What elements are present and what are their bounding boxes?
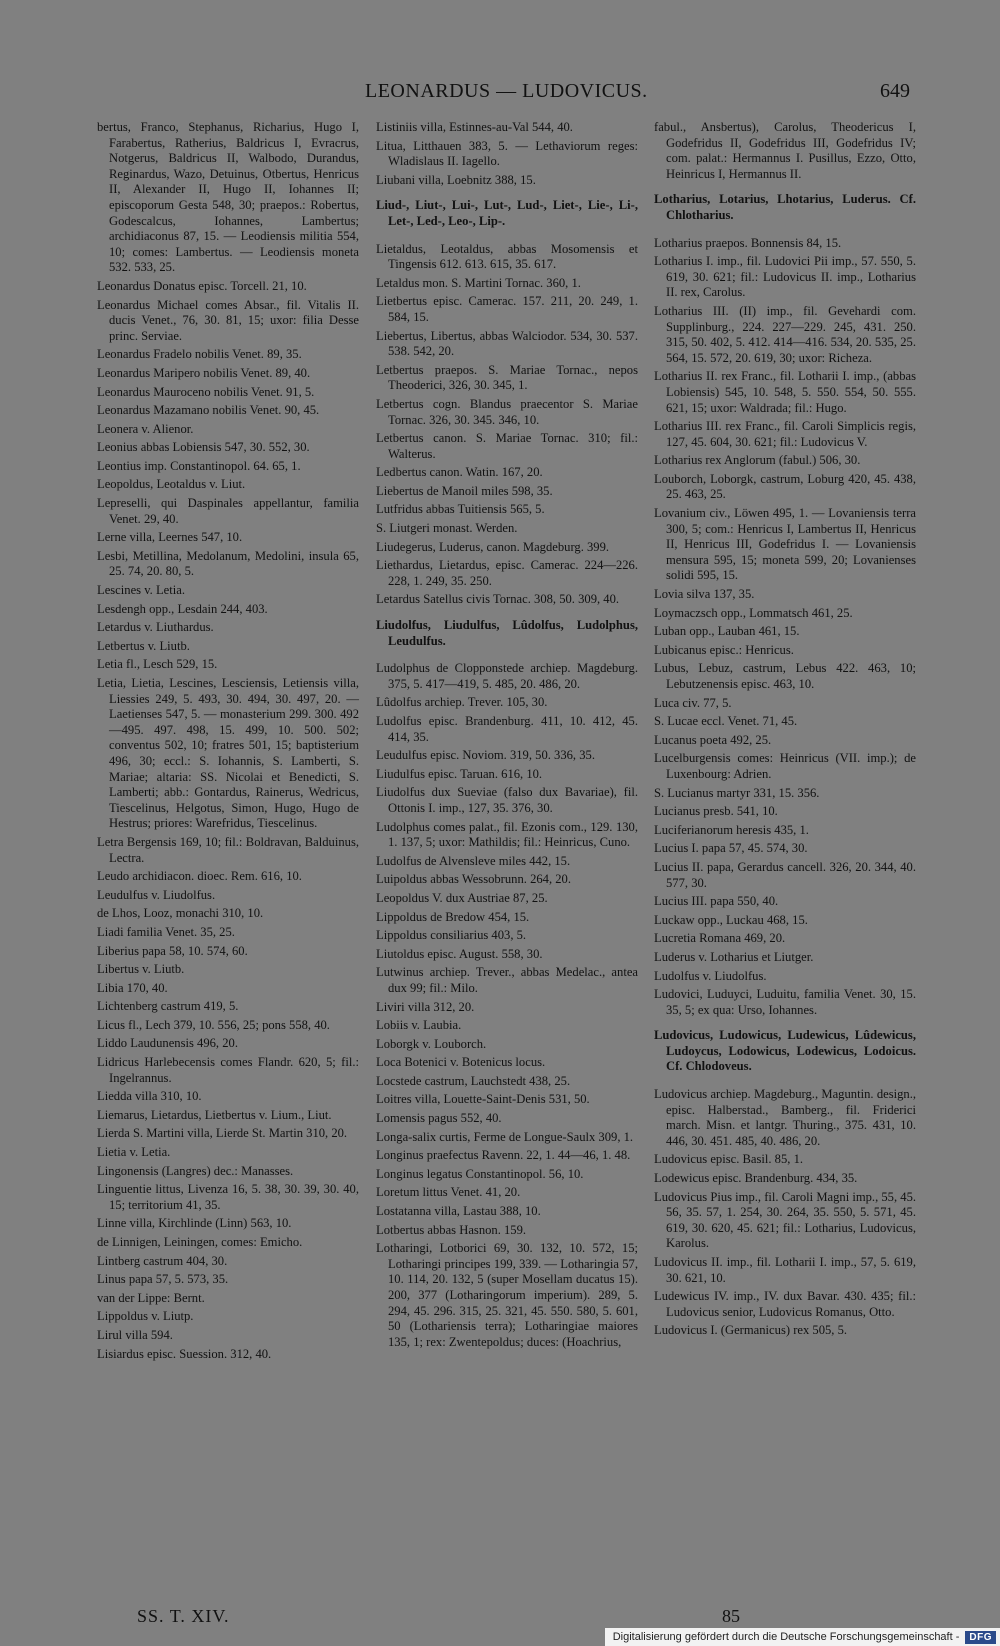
index-entry: Leudulfus v. Liudolfus. — [97, 887, 216, 902]
index-entry: Lobiis v. Laubia. — [376, 1018, 462, 1033]
index-entry: Lippoldus de Bredow 454, 15. — [376, 909, 530, 924]
index-entry: Leopoldus, Leotaldus v. Liut. — [97, 477, 246, 492]
index-entry: Leonardus Mazamano nobilis Venet. 90, 45. — [97, 403, 320, 418]
index-entry: Lierda S. Martini villa, Lierde St. Martin 310, 20. — [97, 1126, 348, 1141]
funding-banner — [605, 1628, 1000, 1646]
index-group-heading: Liud-, Liut-, Lui-, Lut-, Lud-, Liet-, Lie-, Li-, Let-, Led-, Leo-, Lip-. — [376, 198, 638, 228]
index-entry: Lucelburgensis comes: Heinricus (VII. imp.); de Luxenbourg: Adrien. — [654, 751, 916, 781]
index-entry: Lichtenberg castrum 419, 5. — [97, 999, 239, 1014]
index-entry: Leopoldus V. dux Austriae 87, 25. — [376, 890, 548, 905]
index-entry: Longa-salix curtis, Ferme de Longue-Saulx 309, 1. — [376, 1129, 634, 1144]
index-entry: Longinus legatus Constantinopol. 56, 10. — [376, 1166, 584, 1181]
index-entry: Lodewicus episc. Brandenburg. 434, 35. — [654, 1171, 858, 1186]
index-group-heading: Ludovicus, Ludowicus, Ludewicus, Lûdewicus, Ludoycus, Lodowicus, Lodewicus, Lodoicus. Cf. Chlodoveus. — [654, 1028, 916, 1074]
index-entry: Lutwinus archiep. Trever., abbas Medelac., antea dux 99; fil.: Milo. — [376, 965, 638, 995]
index-entry: S. Lucianus martyr 331, 15. 356. — [654, 785, 820, 800]
index-entry: Loca Botenici v. Botenicus locus. — [376, 1055, 546, 1070]
index-entry: Liebertus, Libertus, abbas Walciodor. 534, 30. 537. 538. 542, 20. — [376, 328, 638, 359]
index-entry: Letra Bergensis 169, 10; fil.: Boldravan, Balduinus, Lectra. — [97, 834, 359, 865]
index-entry: Lucanus poeta 492, 25. — [654, 732, 772, 747]
index-entry: de Lhos, Looz, monachi 310, 10. — [97, 906, 264, 921]
index-entry: Ludolfus v. Liudolfus. — [654, 968, 767, 983]
index-entry: Letbertus cogn. Blandus praecentor S. Mariae Tornac. 326, 30. 345. 346, 10. — [376, 396, 638, 427]
index-entry: Leonardus Donatus episc. Torcell. 21, 10. — [97, 278, 307, 293]
index-entry: Ludovicus I. (Germanicus) rex 505, 5. — [654, 1323, 848, 1338]
index-entry: Loretum littus Venet. 41, 20. — [376, 1185, 521, 1200]
index-entry: Licus fl., Lech 379, 10. 556, 25; pons 558, 40. — [97, 1017, 330, 1032]
index-entry: Lucius III. papa 550, 40. — [654, 894, 779, 909]
index-entry: Ludovicus II. imp., fil. Lotharii I. imp., 57, 5. 619, 30. 621, 10. — [654, 1255, 916, 1285]
page-header — [0, 80, 1000, 110]
index-entry: Letaldus mon. S. Martini Tornac. 360, 1. — [376, 275, 581, 290]
index-entry: Lucianus presb. 541, 10. — [654, 804, 778, 819]
index-entry: Liebertus de Manoil miles 598, 35. — [376, 483, 553, 498]
running-title: LEONARDUS — LUDOVICUS. — [365, 80, 648, 102]
index-entry: Liadi familia Venet. 35, 25. — [97, 924, 235, 939]
index-entry: Loitres villa, Louette-Saint-Denis 531, 50. — [376, 1092, 590, 1107]
index-entry: Lostatanna villa, Lastau 388, 10. — [376, 1204, 541, 1219]
index-entry: Liubani villa, Loebnitz 388, 15. — [376, 172, 536, 187]
index-entry: Letbertus v. Liutb. — [97, 638, 190, 653]
index-entry: Ludovicus episc. Basil. 85, 1. — [654, 1152, 804, 1167]
index-entry: Ludovici, Luduyci, Luduitu, familia Venet. 30, 15. 35, 5; ex qua: Urso, Iohannes. — [654, 987, 916, 1017]
index-entry: Leonardus Fradelo nobilis Venet. 89, 35. — [97, 347, 302, 362]
index-entry: Letia, Lietia, Lescines, Lesciensis, Letiensis villa, Liessies 249, 5. 493, 30. 494, 30. 497, 20. — Laetienses 547, 5. — monasterium 299. 300. 492—495. 497. 498, 15. 499, 10. 500. 502; conventus 502, 10; fratres 501, 15; baptisterium 496, 30; eccl.: S. Iohannis, S. Lamberti, S. Mariae; altaria: SS. Nicolai et Benedicti, S. Lamberti; abb.: Gontardus, Rainerus, Wedricus, Tiescelinus, Helgotus, Simon, Hugo, Hugo de Hestrus; priores: Warefridus, Tiescelinus. — [97, 676, 359, 831]
index-entry: Libertus v. Liutb. — [97, 962, 185, 977]
index-entry: Listiniis villa, Estinnes-au-Val 544, 40. — [376, 120, 573, 134]
index-entry: Lietia v. Letia. — [97, 1145, 171, 1160]
index-entry: Liemarus, Lietardus, Lietbertus v. Lium., Liut. — [97, 1107, 332, 1122]
index-entry: Lietaldus, Leotaldus, abbas Mosomensis et Tingensis 612. 613. 615, 35. 617. — [376, 241, 638, 272]
index-entry: Ludovicus archiep. Magdeburg., Maguntin. design., episc. Halberstad., Bamberg., fil. Friderici march. Misn. et lantgr. Thuring., 375. 431, 10. 446, 30. 451. 485, 40. 486, 20. — [654, 1087, 916, 1148]
index-entry: Longinus praefectus Ravenn. 22, 1. 44—46, 1. 48. — [376, 1148, 631, 1163]
index-entry: S. Liutgeri monast. Werden. — [376, 521, 518, 536]
index-entry: Leontius imp. Constantinopol. 64. 65, 1. — [97, 458, 301, 473]
index-entry: Letbertus praepos. S. Mariae Tornac., nepos Theoderici, 326, 30. 345, 1. — [376, 362, 638, 393]
index-entry: Ludolfus episc. Brandenburg. 411, 10. 412, 45. 414, 35. — [376, 714, 638, 744]
index-entry: Letia fl., Lesch 529, 15. — [97, 657, 218, 672]
dfg-logo-icon: DFG — [965, 1631, 996, 1644]
index-entry: Leonera v. Alienor. — [97, 421, 194, 436]
index-entry: Lietbertus episc. Camerac. 157. 211, 20. 249, 1. 584, 15. — [376, 294, 638, 324]
index-entry: Lesdengh opp., Lesdain 244, 403. — [97, 601, 268, 616]
index-entry: Leudo archidiacon. dioec. Rem. 616, 10. — [97, 869, 302, 884]
index-entry: Liudulfus episc. Taruan. 616, 10. — [376, 766, 543, 781]
index-entry: Leonardus Mauroceno nobilis Venet. 91, 5. — [97, 384, 315, 399]
index-entry: Lotharius praepos. Bonnensis 84, 15. — [654, 235, 842, 250]
index-entry: Libia 170, 40. — [97, 980, 168, 995]
index-entry: Liddo Laudunensis 496, 20. — [97, 1036, 238, 1051]
index-entry: Lepreselli, qui Daspinales appellantur, familia Venet. 29, 40. — [97, 496, 359, 526]
index-entry: Liviri villa 312, 20. — [376, 999, 475, 1014]
index-entry: Ludolphus de Clopponstede archiep. Magdeburg. 375, 5. 417—419, 5. 485, 20. 486, 20. — [376, 661, 638, 691]
index-entry: Liberius papa 58, 10. 574, 60. — [97, 943, 248, 958]
index-entry: Lippoldus consiliarius 403, 5. — [376, 928, 527, 943]
index-entry: Leonardus Michael comes Absar., fil. Vitalis II. ducis Venet., 76, 30. 81, 15; uxor: filia Desse princ. Serviae. — [97, 297, 359, 343]
index-entry: Lingonensis (Langres) dec.: Manasses. — [97, 1163, 294, 1178]
index-entry: Lirul villa 594. — [97, 1327, 173, 1342]
index-entry: Lippoldus v. Liutp. — [97, 1309, 194, 1324]
index-entry: Linus papa 57, 5. 573, 35. — [97, 1272, 229, 1287]
index-entry: Liudolfus dux Sueviae (falso dux Bavariae), fil. Ottonis I. imp., 127, 35. 376, 30. — [376, 785, 638, 815]
index-entry: Lidricus Harlebecensis comes Flandr. 620, 5; fil.: Ingelrannus. — [97, 1055, 359, 1085]
index-entry: Locstede castrum, Lauchstedt 438, 25. — [376, 1073, 571, 1088]
index-entry: Leonius abbas Lobiensis 547, 30. 552, 30. — [97, 440, 310, 455]
index-entry: Liedda villa 310, 10. — [97, 1089, 202, 1104]
index-entry: Liethardus, Lietardus, episc. Camerac. 224—226. 228, 1. 249, 35. 250. — [376, 558, 638, 588]
index-entry: Loborgk v. Louborch. — [376, 1036, 487, 1051]
index-entry: Lucius I. papa 57, 45. 574, 30. — [654, 841, 808, 856]
index-entry: Lescines v. Letia. — [97, 583, 186, 598]
index-entry: Lotharius III. rex Franc., fil. Caroli Simplicis regis, 127, 45. 604, 30. 621; fil.: Ludovicus V. — [654, 419, 916, 449]
index-entry: Liudegerus, Luderus, canon. Magdeburg. 399. — [376, 539, 610, 554]
index-entry: Luckaw opp., Luckau 468, 15. — [654, 912, 808, 927]
index-entry: Ludovicus Pius imp., fil. Caroli Magni imp., 55, 45. 56, 35. 57, 1. 254, 30. 264, 35. 550, 5. 571, 45. 619, 30. 620, 45. 621; fil.: Lotharius, Ludovicus, Karolus. — [654, 1189, 917, 1251]
index-entry: Ludolphus comes palat., fil. Ezonis com., 129. 130, 1. 137, 5; uxor: Mathildis; fil.: Heinricus, Cuno. — [376, 819, 638, 850]
volume-signature: SS. T. XIV. — [137, 1606, 230, 1626]
index-entry: Litua, Litthauen 383, 5. — Lethaviorum reges: Wladislaus II. Iagello. — [376, 138, 638, 169]
index-entry: Lotharius rex Anglorum (fabul.) 506, 30. — [654, 453, 861, 468]
index-entry: Letardus Satellus civis Tornac. 308, 50. 309, 40. — [376, 592, 620, 607]
index-entry: Lotbertus abbas Hasnon. 159. — [376, 1222, 527, 1237]
index-entry: Luban opp., Lauban 461, 15. — [654, 624, 800, 639]
index-entry: Lintberg castrum 404, 30. — [97, 1253, 228, 1268]
index-entry: Luderus v. Lotharius et Liutger. — [654, 949, 814, 964]
index-entry: Leudulfus episc. Noviom. 319, 50. 336, 35. — [376, 748, 595, 763]
page-number: 649 — [880, 80, 910, 102]
index-entry: Lubus, Lebuz, castrum, Lebus 422. 463, 10; Lebutzenensis episc. 463, 10. — [654, 661, 916, 691]
index-entry: Lesbi, Metillina, Medolanum, Medolini, insula 65, 25. 74, 20. 80, 5. — [97, 548, 359, 579]
index-entry: Lisiardus episc. Suession. 312, 40. — [97, 1346, 272, 1361]
index-entry: Louborch, Loborgk, castrum, Loburg 420, 45. 438, 25. 463, 25. — [654, 471, 916, 502]
index-entry: Luipoldus abbas Wessobrunn. 264, 20. — [376, 872, 571, 887]
index-entry: Letardus v. Liuthardus. — [97, 620, 214, 635]
index-entry: Lotharius III. (II) imp., fil. Gevehardi com. Supplinburg., 224. 227—229. 245, 431. 250. 315, 50. 402, 5. 412. 414—416. 534, 20. 535, 25. 564, 15. 572, 20. 619, 30; uxor: Richeza. — [654, 303, 916, 365]
index-entry: Ludolfus de Alvensleve miles 442, 15. — [376, 853, 571, 868]
index-entry: Lomensis pagus 552, 40. — [376, 1111, 502, 1126]
index-entry: Lotharius I. imp., fil. Ludovici Pii imp., 57. 550, 5. 619, 30. 621; fil.: Ludovicus II. imp., Lotharius II. rex, Carolus. — [654, 254, 916, 300]
index-entry: Letbertus canon. S. Mariae Tornac. 310; fil.: Walterus. — [376, 431, 638, 461]
index-entry: Liutoldus episc. August. 558, 30. — [376, 946, 543, 961]
index-entry: Linguentie littus, Livenza 16, 5. 38, 30. 39, 30. 40, 15; territorium 41, 35. — [97, 1182, 359, 1212]
index-entry: S. Lucae eccl. Venet. 71, 45. — [654, 714, 798, 729]
index-entry: Leonardus Maripero nobilis Venet. 89, 40. — [97, 365, 311, 380]
index-group-heading: Liudolfus, Liudulfus, Lûdolfus, Ludolphus, Leudulfus. — [376, 618, 638, 648]
index-entry: Luciferianorum heresis 435, 1. — [654, 822, 809, 837]
index-column-1 — [97, 120, 359, 1365]
index-entry: Luca civ. 77, 5. — [654, 695, 732, 710]
index-entry: Lucretia Romana 469, 20. — [654, 931, 786, 946]
index-entry: Loymaczsch opp., Lommatsch 461, 25. — [654, 605, 853, 620]
index-entry: Lutfridus abbas Tuitiensis 565, 5. — [376, 502, 545, 517]
index-entry: Lucius II. papa, Gerardus cancell. 326, 20. 344, 40. 577, 30. — [654, 859, 916, 890]
index-group-heading: Lotharius, Lotarius, Lhotarius, Luderus. Cf. Chlotharius. — [654, 192, 916, 222]
index-entry: Linne villa, Kirchlinde (Linn) 563, 10. — [97, 1216, 292, 1231]
index-entry: Lotharingi, Lotborici 69, 30. 132, 10. 572, 15; Lotharingi principes 199, 339. — Lotharingia 57, 10. 114, 20. 132, 5 (super Mosellam ducatus 15). 200, 377 (Lotharingorum imperium). 289, 5. 294, 45. 296. 315, 25. 321, 45. 550. 580, 5. 601, 50 (Lothariensis terra); Lotharingiae maiores 135, 1; rex: Zwentepoldus; duces: (Hoachrius, — [376, 1241, 638, 1349]
index-entry: van der Lippe: Bernt. — [97, 1290, 205, 1305]
index-entry: Lovia silva 137, 35. — [654, 587, 755, 602]
index-entry: Ledbertus canon. Watin. 167, 20. — [376, 465, 543, 480]
index-entry: Lovanium civ., Löwen 495, 1. — Lovaniensis terra 300, 5; com.: Henricus I, Lambertus II, Henricus II, Henricus III, Godefridus I. — Lovaniensis mensura 595, 15; moneta 599, 20; Lovanienses solidi 595, 15. — [654, 506, 916, 583]
index-entry: bertus, Franco, Stephanus, Richarius, Hugo I, Farabertus, Ratherius, Baldricus I, Evracrus, Notgerus, Baldricus II, Walbodo, Durandus, Reginardus, Wazo, Detuinus, Otbertus, Henricus II, Alexander II, Hugo II, Iohannes II; episcoporum Gesta 548, 30; praepos.: Robertus, Godescalcus, Iohannes, Lambertus; archidiaconus 87, 15. — Leodiensis militia 554, 10; comes: Lambertus. — Leodiensis moneta 532. 533, 25. — [97, 120, 359, 275]
index-entry: Lubicanus episc.: Henricus. — [654, 642, 794, 657]
index-entry: Lotharius II. rex Franc., fil. Lotharii I. imp., (abbas Lobiensis) 545, 10. 548, 5. 550. 554, 50. 555. 621, 15; uxor: Waldrada; fil.: Hugo. — [654, 369, 916, 415]
index-entry: de Linnigen, Leiningen, comes: Emicho. — [97, 1235, 303, 1249]
index-entry: Ludewicus IV. imp., IV. dux Bavar. 430. 435; fil.: Ludovicus senior, Ludovicus Romanus, Otto. — [654, 1289, 916, 1319]
index-entry: Lûdolfus archiep. Trever. 105, 30. — [376, 695, 548, 710]
index-entry: Lerne villa, Leernes 547, 10. — [97, 530, 243, 545]
sheet-number: 85 — [722, 1606, 740, 1626]
index-column-3 — [654, 120, 916, 1342]
banner-text: Digitalisierung gefördert durch die Deutsche Forschungsgemeinschaft - — [612, 1631, 960, 1643]
index-entry: fabul., Ansbertus), Carolus, Theodericus I, Godefridus II, Godefridus III, Godefridus IV; com. palat.: Hermannus I. Pusillus, Ezzo, Otto, Heinricus I, Hermannus II. — [654, 120, 916, 181]
index-column-2 — [376, 120, 638, 1353]
